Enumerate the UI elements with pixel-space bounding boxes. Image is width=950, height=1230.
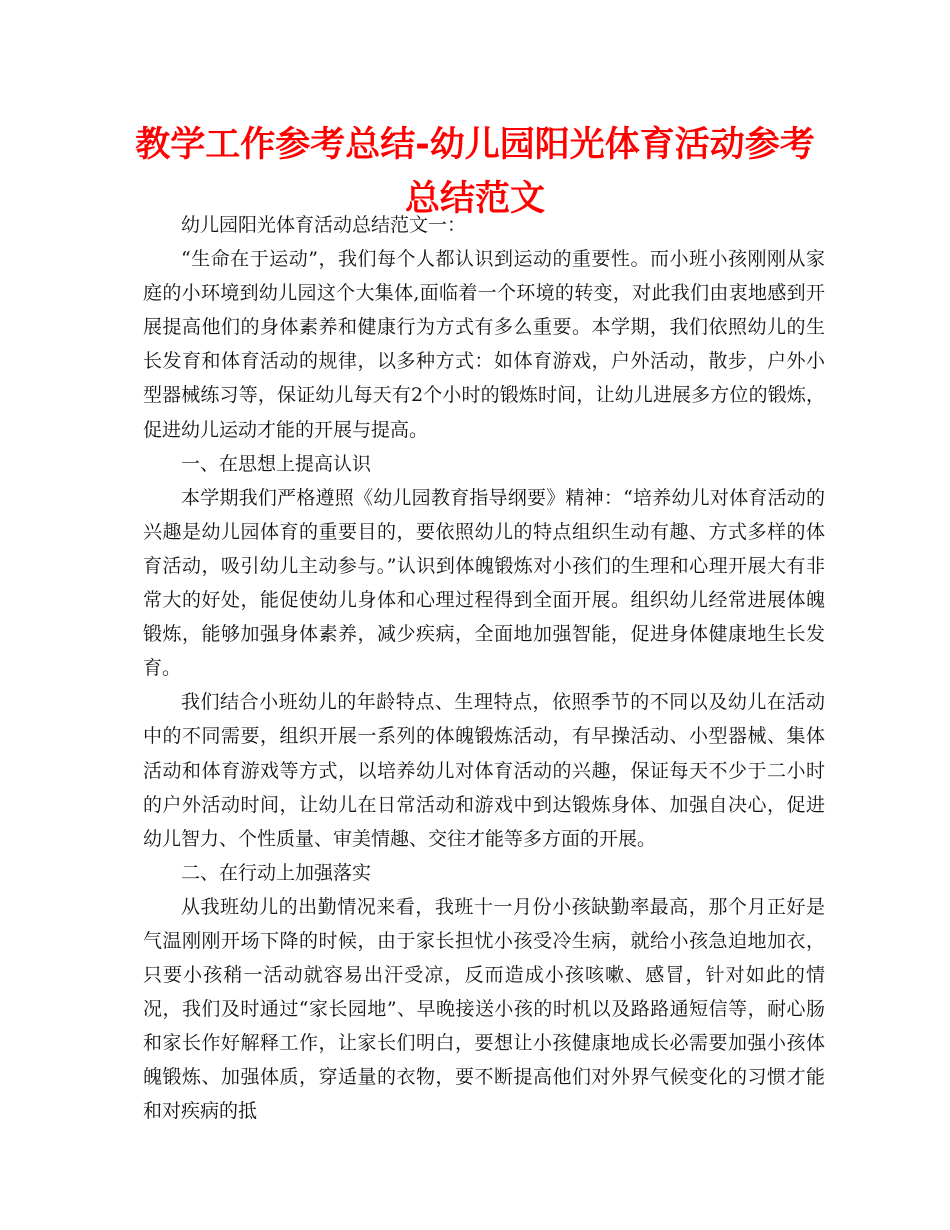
paragraph: 从我班幼儿的出勤情况来看，我班十一月份小孩缺勤率最高，那个月正好是气温刚刚开场下降的时候，由于家长担忧小孩受冷生病，就给小孩急迫地加衣，只要小孩稍一活动就容易出汗受凉，反而造成小孩咳嗽、感冒，针对如此的情况，我们及时通过“家长园地”、早晚接送小孩的时机以及路路通短信等，耐心肠和家长作好解释工作，让家长们明白，要想让小孩健康地成长必需要加强小孩体魄锻炼、加强体质，穿适量的衣物，要不断提高他们对外界气候变化的习惯才能和对疾病的抵 [143, 895, 825, 1123]
section-intro-heading: 幼儿园阳光体育活动总结范文一： [181, 214, 467, 236]
paragraph: 本学期我们严格遵照《幼儿园教育指导纲要》精神：“培养幼儿对体育活动的兴趣是幼儿园体育的重要目的，要依照幼儿的特点组织生动有趣、方式多样的体育活动，吸引幼儿主动参与。”认识到体魄锻炼对小孩们的生理和心理开展大有非常大的好处，能促使幼儿身体和心理过程得到全面开展。组织幼儿经常进展体魄锻炼，能够加强身体素养，减少疾病，全面地加强智能，促进身体健康地生长发育。 [143, 486, 825, 680]
document-body [143, 208, 825, 1129]
document-title: 教学工作参考总结-幼儿园阳光体育活动参考总结范文 [135, 125, 815, 219]
section-heading: 二、在行动上加强落实 [181, 861, 372, 884]
section-heading: 一、在思想上提高认识 [181, 452, 372, 475]
paragraph: 我们结合小班幼儿的年龄特点、生理特点，依照季节的不同以及幼儿在活动中的不同需要，组织开展一系列的体魄锻炼活动，有早操活动、小型器械、集体活动和体育游戏等方式，以培养幼儿对体育活动的兴趣，保证每天不少于二小时的户外活动时间，让幼儿在日常活动和游戏中到达锻炼身体、加强自决心，促进幼儿智力、个性质量、审美情趣、交往才能等多方面的开展。 [143, 691, 825, 850]
paragraph: “生命在于运动”，我们每个人都认识到运动的重要性。而小班小孩刚刚从家庭的小环境到幼儿园这个大集体,面临着一个环境的转变，对此我们由衷地感到开展提高他们的身体素养和健康行为方式有多么重要。本学期，我们依照幼儿的生长发育和体育活动的规律，以多种方式：如体育游戏，户外活动，散步，户外小型器械练习等，保证幼儿每天有2个小时的锻炼时间，让幼儿进展多方位的锻炼，促进幼儿运动才能的开展与提高。 [143, 248, 825, 441]
